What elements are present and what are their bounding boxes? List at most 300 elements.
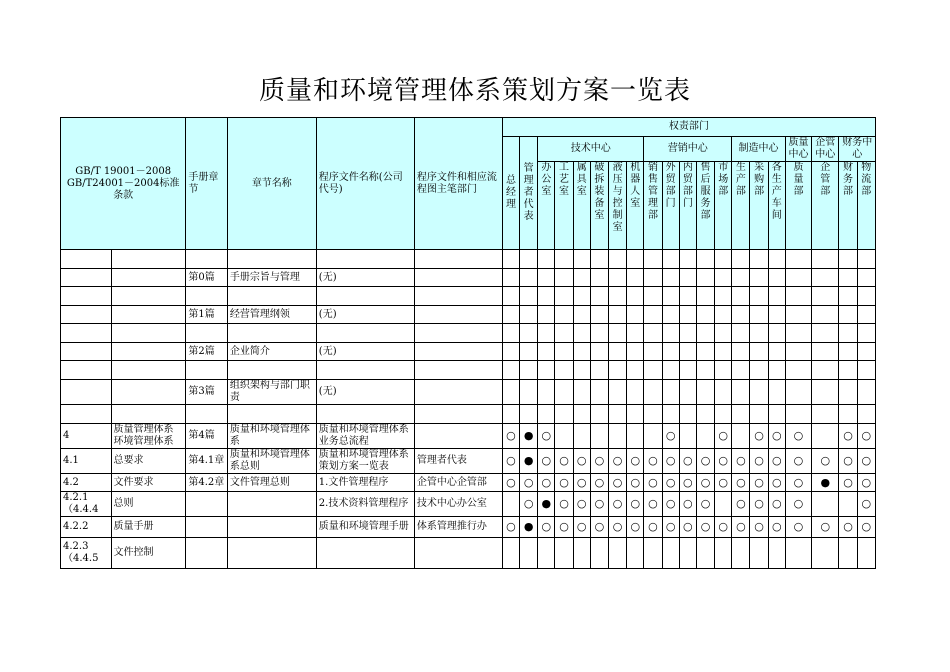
responsibility-mark: ○ — [608, 517, 626, 538]
responsibility-mark — [785, 269, 811, 287]
responsibility-mark — [608, 306, 626, 324]
responsibility-mark — [785, 380, 811, 405]
responsibility-mark — [555, 380, 573, 405]
responsibility-mark — [839, 538, 857, 569]
responsibility-mark — [538, 361, 555, 380]
responsibility-mark — [573, 250, 590, 269]
responsibility-mark — [627, 424, 644, 449]
clause-title-cell — [111, 287, 186, 306]
responsibility-mark: ○ — [627, 492, 644, 517]
dept-header: 市 场 部 — [715, 162, 732, 250]
responsibility-mark — [839, 380, 857, 405]
responsibility-mark: ○ — [785, 517, 811, 538]
responsibility-mark — [750, 269, 768, 287]
manual-cell: 第1篇 — [186, 306, 227, 324]
responsibility-mark — [679, 306, 696, 324]
responsibility-mark: ○ — [696, 517, 714, 538]
clause-title-cell: 质量手册 — [111, 517, 186, 538]
clause-cell — [61, 306, 112, 324]
responsibility-mark — [662, 287, 679, 306]
responsibility-mark — [590, 343, 608, 361]
responsibility-mark — [608, 287, 626, 306]
procedure-cell — [316, 324, 414, 343]
responsibility-mark: ○ — [644, 517, 662, 538]
clause-title-cell — [111, 250, 186, 269]
responsibility-mark — [785, 250, 811, 269]
responsibility-mark — [715, 343, 732, 361]
table-row — [61, 449, 876, 474]
responsibility-mark — [768, 306, 785, 324]
owner-cell — [414, 361, 502, 380]
responsibility-mark — [573, 380, 590, 405]
procedure-cell: 2.技术资料管理程序 — [316, 492, 414, 517]
responsibility-mark: ○ — [750, 492, 768, 517]
responsibility-mark — [502, 538, 519, 569]
manual-cell: 第4篇 — [186, 424, 227, 449]
responsibility-mark — [573, 324, 590, 343]
responsibility-mark — [812, 405, 839, 424]
clause-title-cell — [111, 343, 186, 361]
responsibility-mark — [590, 380, 608, 405]
chapter-cell — [227, 287, 316, 306]
responsibility-mark — [839, 269, 857, 287]
owner-cell: 企管中心企管部 — [414, 474, 502, 492]
responsibility-mark — [696, 324, 714, 343]
owner-cell — [414, 324, 502, 343]
procedure-cell: 质量和环境管理体系策划方案一览表 — [316, 449, 414, 474]
responsibility-mark — [732, 380, 750, 405]
manual-cell — [186, 324, 227, 343]
responsibility-mark — [520, 269, 538, 287]
responsibility-mark — [608, 343, 626, 361]
responsibility-mark: ○ — [538, 474, 555, 492]
procedure-cell: (无) — [316, 306, 414, 324]
dept-header: 工 艺 室 — [555, 162, 573, 250]
clause-title-cell — [111, 361, 186, 380]
responsibility-mark — [812, 287, 839, 306]
responsibility-mark — [627, 250, 644, 269]
responsibility-mark — [715, 250, 732, 269]
responsibility-mark — [662, 306, 679, 324]
responsibility-mark — [502, 361, 519, 380]
table-row — [61, 306, 876, 324]
responsibility-mark — [732, 269, 750, 287]
responsibility-mark — [715, 361, 732, 380]
table-row — [61, 424, 876, 449]
responsibility-mark — [627, 380, 644, 405]
chapter-cell: 企业简介 — [227, 343, 316, 361]
responsibility-mark — [679, 343, 696, 361]
responsibility-mark: ○ — [768, 449, 785, 474]
responsibility-mark — [520, 306, 538, 324]
dept-header: 物 流 部 — [857, 162, 875, 250]
responsibility-mark — [785, 538, 811, 569]
responsibility-mark: ○ — [812, 517, 839, 538]
responsibility-mark — [502, 269, 519, 287]
chapter-cell: 组织架构与部门职责 — [227, 380, 316, 405]
responsibility-mark — [785, 306, 811, 324]
responsibility-mark — [573, 269, 590, 287]
table-row — [61, 269, 876, 287]
responsibility-mark — [696, 287, 714, 306]
manual-cell — [186, 517, 227, 538]
responsibility-mark — [644, 343, 662, 361]
responsibility-mark — [715, 269, 732, 287]
responsibility-mark — [696, 361, 714, 380]
responsibility-mark — [696, 343, 714, 361]
responsibility-mark — [785, 287, 811, 306]
responsibility-mark — [696, 405, 714, 424]
responsibility-mark: ○ — [538, 449, 555, 474]
responsibility-mark — [768, 269, 785, 287]
chapter-cell: 质量和环境管理体系 — [227, 424, 316, 449]
responsibility-mark — [538, 380, 555, 405]
procedure-cell: 质量和环境管理手册 — [316, 517, 414, 538]
responsibility-mark — [696, 380, 714, 405]
qc-center-header: 质量中心 — [785, 137, 811, 162]
responsibility-mark — [732, 324, 750, 343]
responsibility-mark — [644, 424, 662, 449]
responsibility-mark — [608, 324, 626, 343]
procedure-cell: (无) — [316, 343, 414, 361]
responsibility-mark — [812, 380, 839, 405]
responsibility-mark — [555, 287, 573, 306]
responsibility-mark — [555, 424, 573, 449]
responsibility-mark — [520, 361, 538, 380]
responsibility-mark — [750, 380, 768, 405]
responsibility-mark — [627, 361, 644, 380]
manual-cell — [186, 492, 227, 517]
responsibility-mark: ○ — [662, 474, 679, 492]
responsibility-mark — [502, 306, 519, 324]
responsibility-mark: ○ — [696, 449, 714, 474]
chapter-cell: 经营管理纲领 — [227, 306, 316, 324]
procedure-cell — [316, 361, 414, 380]
clause-title-cell: 质量管理体系环境管理体系 — [111, 424, 186, 449]
responsibility-mark — [608, 380, 626, 405]
responsibility-mark: ○ — [608, 474, 626, 492]
responsibility-mark — [768, 343, 785, 361]
responsibility-mark — [520, 538, 538, 569]
responsibility-mark — [590, 287, 608, 306]
responsibility-mark — [590, 405, 608, 424]
responsibility-mark: ○ — [768, 492, 785, 517]
owner-cell: 技术中心办公室 — [414, 492, 502, 517]
clause-cell: 4 — [61, 424, 112, 449]
responsibility-mark — [839, 361, 857, 380]
responsibility-mark — [662, 343, 679, 361]
clause-cell — [61, 361, 112, 380]
responsibility-mark: ○ — [538, 517, 555, 538]
responsibility-mark — [502, 343, 519, 361]
clause-title-cell — [111, 269, 186, 287]
responsibility-mark — [662, 405, 679, 424]
responsibility-mark: ○ — [732, 492, 750, 517]
responsibility-mark: ○ — [857, 449, 875, 474]
dept-header: 销 售 管 理 部 — [644, 162, 662, 250]
manual-cell: 第3篇 — [186, 380, 227, 405]
responsibility-mark — [662, 380, 679, 405]
clause-cell: 4.2.1（4.4.4 — [61, 492, 112, 517]
responsibility-mark: ○ — [785, 449, 811, 474]
responsibility-mark: ○ — [715, 517, 732, 538]
owner-cell — [414, 306, 502, 324]
dept-header: 企 管 部 — [812, 162, 839, 250]
responsibility-mark — [750, 287, 768, 306]
responsibility-mark — [662, 538, 679, 569]
chapter-cell — [227, 492, 316, 517]
responsibility-mark — [502, 492, 519, 517]
responsibility-mark — [715, 405, 732, 424]
responsibility-mark: ○ — [502, 449, 519, 474]
responsibility-mark — [590, 424, 608, 449]
responsibility-mark — [573, 343, 590, 361]
responsibility-mark — [627, 306, 644, 324]
responsibility-mark — [857, 361, 875, 380]
responsibility-mark: ○ — [573, 492, 590, 517]
responsibility-mark: ● — [812, 474, 839, 492]
responsibility-mark: ○ — [715, 449, 732, 474]
procedure-cell — [316, 250, 414, 269]
responsibility-mark — [715, 324, 732, 343]
responsibility-mark — [750, 361, 768, 380]
responsibility-mark — [679, 287, 696, 306]
responsibility-mark — [573, 538, 590, 569]
manual-cell: 第2篇 — [186, 343, 227, 361]
responsibility-mark: ○ — [662, 449, 679, 474]
owner-cell — [414, 250, 502, 269]
responsibility-mark — [520, 380, 538, 405]
clause-cell — [61, 250, 112, 269]
responsibility-mark: ○ — [502, 517, 519, 538]
responsibility-mark — [812, 492, 839, 517]
responsibility-mark — [502, 405, 519, 424]
clause-title-cell: 总则 — [111, 492, 186, 517]
responsibility-mark — [839, 287, 857, 306]
responsibility-mark — [590, 538, 608, 569]
chapter-cell — [227, 324, 316, 343]
responsibility-mark — [679, 424, 696, 449]
responsibility-mark — [573, 361, 590, 380]
responsibility-mark — [627, 405, 644, 424]
responsibility-mark: ○ — [857, 424, 875, 449]
tech-center-header: 技术中心 — [538, 137, 644, 162]
responsibility-mark: ○ — [768, 517, 785, 538]
responsibility-mark: ○ — [555, 474, 573, 492]
manual-cell — [186, 361, 227, 380]
responsibility-mark — [555, 538, 573, 569]
responsibility-mark — [502, 380, 519, 405]
responsibility-mark — [857, 269, 875, 287]
responsibility-mark — [573, 424, 590, 449]
responsibility-mark — [857, 343, 875, 361]
responsibility-mark — [627, 324, 644, 343]
responsibility-mark: ○ — [590, 492, 608, 517]
responsibility-mark — [573, 306, 590, 324]
responsibility-mark: ○ — [785, 492, 811, 517]
responsibility-mark — [768, 324, 785, 343]
chapter-header: 章节名称 — [227, 118, 316, 250]
responsibility-mark — [750, 538, 768, 569]
responsibility-mark — [555, 306, 573, 324]
responsibility-mark: ● — [520, 517, 538, 538]
responsibility-mark — [662, 269, 679, 287]
responsibility-mark — [573, 405, 590, 424]
responsibility-mark: ○ — [812, 449, 839, 474]
clause-cell: 4.1 — [61, 449, 112, 474]
chapter-cell — [227, 405, 316, 424]
manual-cell — [186, 287, 227, 306]
dept-header: 生 产 部 — [732, 162, 750, 250]
responsibility-mark: ○ — [715, 424, 732, 449]
responsibility-mark — [857, 380, 875, 405]
dept-header: 采 购 部 — [750, 162, 768, 250]
chapter-cell — [227, 250, 316, 269]
responsibility-mark — [857, 250, 875, 269]
responsibility-mark — [812, 306, 839, 324]
responsibility-mark — [750, 343, 768, 361]
chapter-cell: 手册宗旨与管理 — [227, 269, 316, 287]
responsibility-mark — [857, 538, 875, 569]
chapter-cell: 文件管理总则 — [227, 474, 316, 492]
responsibility-mark — [627, 287, 644, 306]
table-row — [61, 517, 876, 538]
responsibility-mark: ○ — [679, 449, 696, 474]
responsibility-mark: ○ — [502, 474, 519, 492]
responsibility-mark — [644, 380, 662, 405]
procedure-cell — [316, 287, 414, 306]
owner-cell — [414, 269, 502, 287]
responsibility-mark — [812, 324, 839, 343]
responsibility-mark: ○ — [839, 424, 857, 449]
responsibility-mark — [590, 306, 608, 324]
responsibility-mark — [555, 343, 573, 361]
clause-cell — [61, 287, 112, 306]
responsibility-mark — [732, 424, 750, 449]
responsibility-mark — [857, 287, 875, 306]
responsibility-mark: ○ — [538, 424, 555, 449]
responsibility-mark: ○ — [662, 517, 679, 538]
responsibility-mark: ○ — [502, 424, 519, 449]
responsibility-mark: ○ — [608, 449, 626, 474]
responsibility-mark — [750, 324, 768, 343]
responsibility-mark — [732, 361, 750, 380]
manual-cell — [186, 250, 227, 269]
responsibility-mark: ○ — [857, 474, 875, 492]
responsibility-mark — [857, 405, 875, 424]
responsibility-mark — [679, 250, 696, 269]
responsibility-mark — [750, 306, 768, 324]
dept-header: 各 生 产 车 间 — [768, 162, 785, 250]
responsibility-mark: ○ — [696, 474, 714, 492]
table-row — [61, 343, 876, 361]
responsibility-mark — [679, 405, 696, 424]
dept-header: 质 量 部 — [785, 162, 811, 250]
responsibility-mark — [768, 287, 785, 306]
responsibility-mark — [839, 250, 857, 269]
responsibility-mark: ○ — [627, 517, 644, 538]
responsibility-mark: ○ — [839, 474, 857, 492]
responsibility-mark — [679, 361, 696, 380]
responsibility-mark — [768, 380, 785, 405]
owner-cell — [414, 287, 502, 306]
table-row — [61, 474, 876, 492]
responsibility-mark — [520, 343, 538, 361]
plan-table — [60, 117, 876, 569]
responsibility-mark — [590, 250, 608, 269]
responsibility-mark: ○ — [715, 474, 732, 492]
procedure-cell: (无) — [316, 380, 414, 405]
fin-center-header: 财务中心 — [839, 137, 876, 162]
responsibility-mark — [520, 250, 538, 269]
responsibility-mark — [538, 269, 555, 287]
responsibility-mark: ○ — [555, 492, 573, 517]
responsibility-mark — [732, 343, 750, 361]
responsibility-mark: ○ — [750, 424, 768, 449]
responsibility-mark — [555, 269, 573, 287]
responsibility-mark: ● — [520, 424, 538, 449]
responsibility-mark — [608, 538, 626, 569]
owner-cell — [414, 343, 502, 361]
responsibility-mark: ○ — [679, 474, 696, 492]
responsibility-mark: ○ — [732, 517, 750, 538]
responsibility-mark — [502, 324, 519, 343]
procedure-cell: 1.文件管理程序 — [316, 474, 414, 492]
responsibility-mark — [520, 405, 538, 424]
responsibility-mark: ○ — [679, 517, 696, 538]
table-row — [61, 287, 876, 306]
dept-header: 破 拆 装 备 室 — [590, 162, 608, 250]
responsibility-mark: ○ — [608, 492, 626, 517]
responsibility-mark: ○ — [644, 449, 662, 474]
responsibility-mark — [839, 405, 857, 424]
table-row — [61, 492, 876, 517]
responsibility-mark — [502, 287, 519, 306]
responsibility-mark — [750, 250, 768, 269]
responsibility-mark: ○ — [573, 517, 590, 538]
responsibility-mark — [768, 361, 785, 380]
owner-cell — [414, 380, 502, 405]
responsibility-mark: ○ — [732, 449, 750, 474]
responsibility-mark — [732, 287, 750, 306]
responsibility-mark — [644, 405, 662, 424]
responsibility-mark — [520, 287, 538, 306]
clause-cell — [61, 269, 112, 287]
responsibility-mark: ○ — [520, 474, 538, 492]
responsibility-mark: ○ — [750, 517, 768, 538]
owner-cell — [414, 405, 502, 424]
clause-cell: 4.2.2 — [61, 517, 112, 538]
responsibility-mark: ○ — [590, 474, 608, 492]
responsibility-mark — [715, 306, 732, 324]
responsibility-mark — [715, 538, 732, 569]
chapter-cell — [227, 538, 316, 569]
table-row — [61, 405, 876, 424]
responsibility-mark — [538, 306, 555, 324]
responsibility-mark: ○ — [555, 517, 573, 538]
responsibility-mark — [555, 361, 573, 380]
table-row — [61, 324, 876, 343]
procedure-cell — [316, 538, 414, 569]
procedure-cell: 质量和环境管理体系业务总流程 — [316, 424, 414, 449]
responsibility-mark — [696, 250, 714, 269]
clause-cell — [61, 343, 112, 361]
responsibility-mark — [662, 361, 679, 380]
responsibility-mark — [785, 405, 811, 424]
responsibility-mark — [644, 250, 662, 269]
responsibility-mark: ○ — [627, 449, 644, 474]
manual-cell: 第4.1章 — [186, 449, 227, 474]
